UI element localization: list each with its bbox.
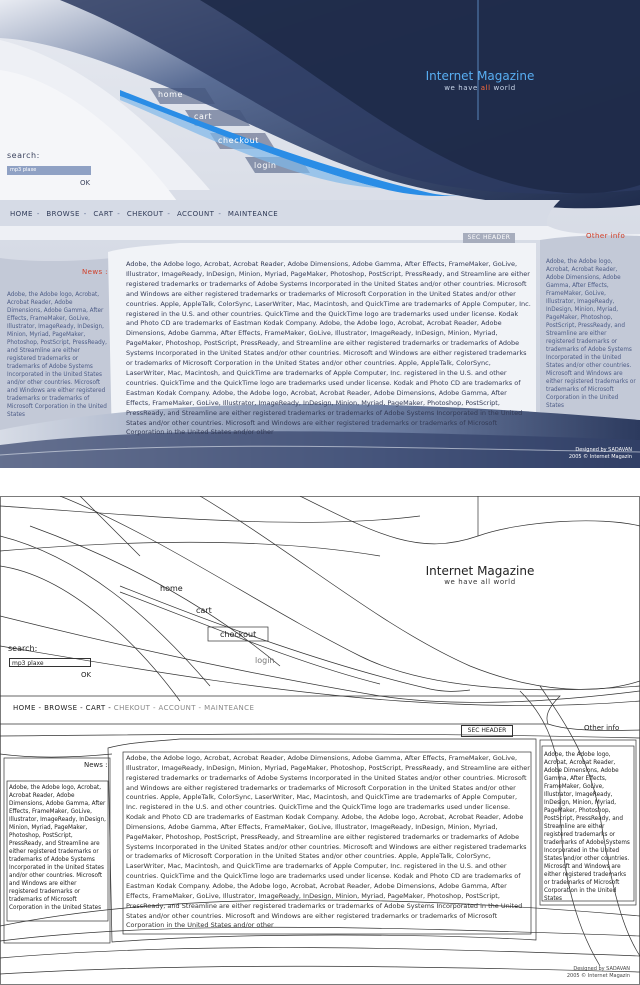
sketch-news-heading: News : (84, 761, 108, 769)
sketch-nav-home: home (160, 584, 183, 593)
sketch-main-menu: HOME - BROWSE - CART - CHEKOUT - ACCOUNT - MAINTEANCE (13, 704, 255, 712)
menu-item-chekout[interactable]: CHEKOUT (126, 210, 164, 218)
search-input[interactable]: mp3 plaxe (7, 166, 91, 175)
nav-checkout[interactable]: checkout (218, 136, 260, 145)
main-menu: HOME - BROWSE - CART - CHEKOUT - ACCOUNT - MAINTEANCE (10, 210, 279, 218)
search-ok-button[interactable]: OK (80, 179, 91, 187)
sketch-search-ok: OK (81, 671, 92, 679)
nav-login[interactable]: login (254, 161, 277, 170)
sketch-search-label: search: (8, 644, 38, 653)
sketch-brand-logo: Internet Magazine we have all world (425, 564, 535, 586)
menu-item-cart[interactable]: CART (93, 210, 114, 218)
main-content-text: Adobe, the Adobe logo, Acrobat, Acrobat Reader, Adobe Dimensions, Adobe Gamma, After Effects, FrameMaker, GoLive, Illustrator, ImageReady, InDesign, Minion, Myriad, PageMaker, Photoshop, PostScript, PressReady, and Streamline are either registered trademarks or trademarks of Adobe Systems Incorporated in the United States and/or other countries. Microsoft and Windows are either registered trademarks or trademarks of Microsoft Corporation in the United States and/or other countries. Apple, AppleTalk, ColorSync, LaserWriter, Mac, Macintosh, and QuickTime are trademarks of Apple Computer, Inc. registered in the U.S. and other countries. QuickTime and the QuickTime logo are trademarks used under license. Kodak and Photo CD are trademarks of Eastman Kodak Company. Adobe, the Adobe logo, Acrobat, Acrobat Reader, Adobe Dimensions, Adobe Gamma, After Effects, FrameMaker, GoLive, Illustrator, ImageReady, InDesign, Minion, Myriad, PageMaker, Photoshop, PostScript, PressReady, and Streamline are either registered trademarks or trademarks of Adobe Systems Incorporated in the United States and/or other countries. Microsoft and Windows are either registered trademarks or trademarks of Microsoft Corporation in the United States and/or other countries. Apple, AppleTalk, ColorSync, LaserWriter, Mac, Macintosh, and QuickTime are trademarks of Apple Computer, Inc. registered in the U.S. and other countries. QuickTime and the QuickTime logo are trademarks used under license. Kodak and Photo CD are trademarks of Eastman Kodak Company. Adobe, the Adobe logo, Acrobat, Acrobat Reader, Adobe Dimensions, Adobe Gamma, After Effects, FrameMaker, GoLive, Illustrator, ImageReady, InDesign, Minion, Myriad, PageMaker, Photoshop, PostScript, PressReady, and Streamline are either registered trademarks or trademarks of Adobe Systems Incorporated in the United States and/or other countries. Microsoft and Windows are either registered trademarks or trademarks of Microsoft Corporation in the United States and/or other (126, 260, 531, 437)
brand-logo[interactable] (420, 69, 540, 92)
news-text: Adobe, the Adobe logo, Acrobat, Acrobat Reader, Adobe Dimensions, Adobe Gamma, After Effects, FrameMaker, GoLive, Illustrator, ImageReady, InDesign, Minion, Myriad, PageMaker, Photoshop, PostScript, PressReady, and Streamline are either registered trademarks or trademarks of Adobe Systems Incorporated in the United States and/or other countries. Microsoft and Windows are either registered trademarks or trademarks of Microsoft Corporation in the United States (7, 292, 107, 418)
design-mockup (0, 0, 640, 468)
footer-credit: Designed by SADAVAN 2005 © Internet Magazin (568, 447, 632, 460)
other-info-heading: Other info (586, 232, 626, 240)
news-heading: News : (82, 268, 108, 276)
menu-item-account[interactable]: ACCOUNT (176, 210, 215, 218)
sketch-search-input: mp3 plaxe (9, 658, 91, 667)
brand-title: Internet Magazine (425, 69, 535, 83)
wireframe-sketch (0, 496, 640, 985)
sketch-main-content-text: Adobe, the Adobe logo, Acrobat, Acrobat Reader, Adobe Dimensions, Adobe Gamma, After Effects, FrameMaker, GoLive, Illustrator, ImageReady, InDesign, Minion, Myriad, PageMaker, Photoshop, PostScript, PressReady, and Streamline are either registered trademarks or trademarks of Adobe Systems Incorporated in the United States and/or other countries. Microsoft and Windows are either registered trademarks or trademarks of Microsoft Corporation in the United States and/or other countries. Apple, AppleTalk, ColorSync, LaserWriter, Mac, Macintosh, and QuickTime are trademarks of Apple Computer, Inc. registered in the U.S. and other countries. QuickTime and the QuickTime logo are trademarks used under license. Kodak and Photo CD are trademarks of Eastman Kodak Company. Adobe, the Adobe logo, Acrobat, Acrobat Reader, Adobe Dimensions, Adobe Gamma, After Effects, FrameMaker, GoLive, Illustrator, ImageReady, InDesign, Minion, Myriad, PageMaker, Photoshop, PostScript, PressReady, and Streamline are either registered trademarks or trademarks of Adobe Systems Incorporated in the United States and/or other countries. Microsoft and Windows are either registered trademarks or trademarks of Microsoft Corporation in the United States and/or other countries. Apple, AppleTalk, ColorSync, LaserWriter, Mac, Macintosh, and QuickTime are trademarks of Apple Computer, Inc. registered in the U.S. and other countries. QuickTime and the QuickTime logo are trademarks used under license. Kodak and Photo CD are trademarks of Eastman Kodak Company. Adobe, the Adobe logo, Acrobat, Acrobat Reader, Adobe Dimensions, Adobe Gamma, After Effects, FrameMaker, GoLive, Illustrator, ImageReady, InDesign, Minion, Myriad, PageMaker, Photoshop, PostScript, PressReady, and Streamline are either registered trademarks or trademarks of Adobe Systems Incorporated in the United States and/or other countries. Microsoft and Windows are either registered trademarks or trademarks of Microsoft Corporation in the United States and/or other (126, 754, 530, 930)
sketch-news-text: Adobe, the Adobe logo, Acrobat, Acrobat Reader, Adobe Dimensions, Adobe Gamma, After Effects, FrameMaker, GoLive, Illustrator, ImageReady, InDesign, Minion, Myriad, PageMaker, Photoshop, PostScript, PressReady, and Streamline are either registered trademarks or trademarks of Adobe Systems Incorporated in the United States and/or other countries. Microsoft and Windows are either registered trademarks or trademarks of Microsoft Corporation in the United States (9, 785, 106, 911)
sketch-sec-header: SEC HEADER (461, 725, 513, 737)
brand-tagline: we have all world (444, 84, 516, 92)
sketch-nav-login: login (255, 656, 275, 665)
menu-item-home[interactable]: HOME (10, 210, 33, 218)
sketch-nav-checkout: checkout (220, 630, 257, 639)
other-info-text: Adobe, the Adobe logo, Acrobat, Acrobat Reader, Adobe Dimensions, Adobe Gamma, After Effects, FrameMaker, GoLive, Illustrator, ImageReady, InDesign, Minion, Myriad, PageMaker, Photoshop, PostScript, PressReady, and Streamline are either registered trademarks or trademarks of Adobe Systems Incorporated in the United States and/or other countries. Microsoft and Windows are either registered trademarks or trademarks of Microsoft Corporation in the United States (546, 259, 636, 409)
menu-item-browse[interactable]: BROWSE (46, 210, 80, 218)
sec-header-tab: SEC HEADER (463, 233, 515, 243)
menu-item-mainteance[interactable]: MAINTEANCE (227, 210, 279, 218)
sketch-nav-cart: cart (196, 606, 212, 615)
sketch-other-info-text: Adobe, the Adobe logo, Acrobat, Acrobat Reader, Adobe Dimensions, Adobe Gamma, After Effects, FrameMaker, GoLive, Illustrator, ImageReady, InDesign, Minion, Myriad, PageMaker, Photoshop, PostScript, PressReady, and Streamline are either registered trademarks or trademarks of Adobe Systems Incorporated in the United States and/or other countries. Microsoft and Windows are either registered trademarks or trademarks of Microsoft Corporation in the United States (544, 752, 630, 902)
nav-cart[interactable]: cart (194, 112, 213, 121)
nav-home[interactable]: home (158, 90, 184, 99)
search-label: search: (7, 151, 40, 160)
sketch-footer-credit: Designed by SADAVAN 2005 © Internet Magazin (566, 966, 630, 979)
sketch-other-info-heading: Other info (584, 724, 620, 732)
